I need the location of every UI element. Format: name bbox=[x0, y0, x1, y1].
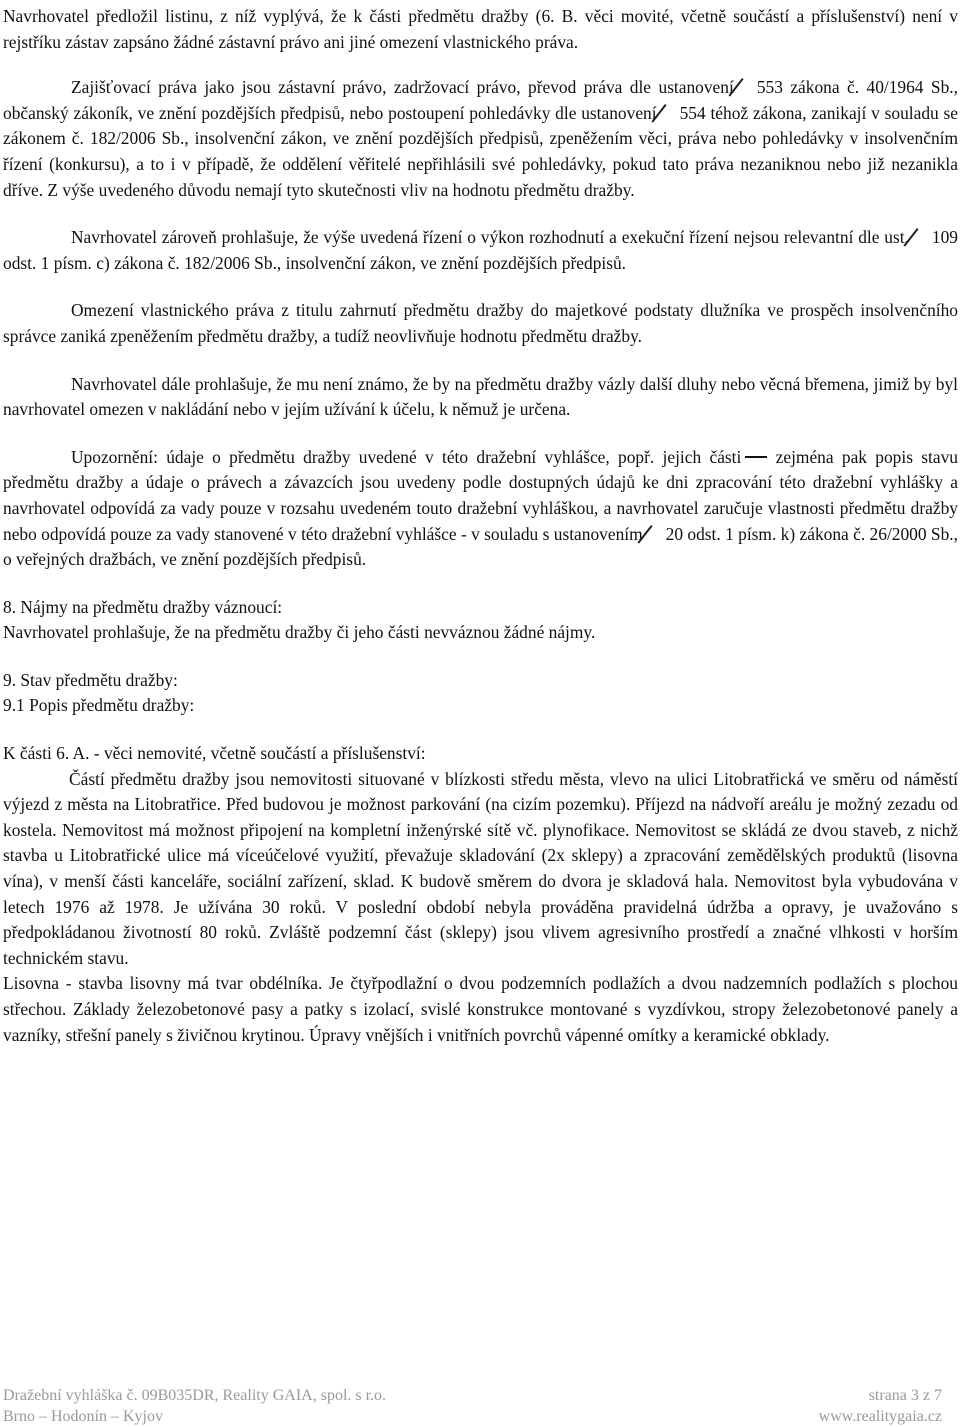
paragraph-text: Zajišťovací práva jako jsou zástavní právo, zadržovací právo, převod práva dle ustanovení bbox=[71, 77, 734, 98]
paragraph-notice bbox=[3, 445, 958, 573]
footer-document-id: Dražební vyhláška č. 09B035DR, Reality GAIA, spol. s r.o. bbox=[3, 1387, 387, 1404]
section-sign-icon bbox=[663, 104, 676, 122]
page-footer bbox=[3, 1385, 942, 1427]
paragraph-text: Upozornění: údaje o předmětu dražby uvedené v této dražební vyhlášce, popř. jejich části bbox=[71, 446, 742, 467]
paragraph-text: 553 zákona č. 40/1964 Sb., občanský zákoník, ve znění pozdějších předpisů, nebo postoupení pohledávky dle ustanovení bbox=[3, 77, 958, 123]
paragraph-property-description: Částí předmětu dražby jsou nemovitosti situované v blízkosti středu města, vlevo na ulici Litobratřická ve směru od náměstí výjezd z města na Litobratřice. Před budovou je možnost parkování (na cizím pozemku). Příjezd na nádvoří areálu je možný zezadu od kostela. Nemovitost má možnost připojení na kompletní inženýrské sítě vč. plynofikace. Nemovitost se skládá ze dvou staveb, z nichž stavba u Litobratřické ulice má víceúčelové využití, převažuje skladování (2x sklepy) a zpracování zemědělských produktů (lisovna vína), v menší části kanceláře, sociální zařízení, sklad. K budově směrem do dvora je skladová hala. Nemovitost byla vybudována v letech 1976 až 1978. Je užívána 30 roků. V poslední období nebyla prováděna pravidelná údržba a opravy, je uvažováno s předpokládanou životností 80 roků. Zvláště podzemní část (sklepy) jsou vlivem agresivního prostředí a značné vlhkosti v horším technickém stavu. bbox=[3, 768, 958, 968]
paragraph-debts: Navrhovatel dále prohlašuje, že mu není známo, že by na předmětu dražby vázly další dluhy nebo věcná břemena, jimiž by byl navrhovatel omezen v nakládání nebo v jejím užívání k účelu, k němuž je určena. bbox=[3, 373, 958, 420]
paragraph-press-building: Lisovna - stavba lisovny má tvar obdélníka. Je čtyřpodlažní o dvou podzemních podlažích a dvou nadzemních podlažích s plochou střechou. Základy železobetonové pasy a patky s izolací, svislé konstrukce montované s vyzdívkou, stropy železobetonové panely a vazníky, střešní panely s živičnou krytinou. Úpravy vnějších i vnitřních povrchů vápenné omítky a keramické obklady. bbox=[3, 973, 958, 1045]
paragraph-leases: Navrhovatel prohlašuje, že na předmětu dražby či jeho části nevváznou žádné nájmy. bbox=[3, 622, 596, 643]
footer-page-number: strana 3 z 7 bbox=[868, 1387, 942, 1404]
dash-glyph bbox=[745, 456, 767, 458]
paragraph-text: zejména pak popis stavu předmětu dražby a údaje o právech a závazcích jsou uvedeny podle dostupných údajů ke dni zpracování této dražební vyhlášky a navrhovatel odpovídá za vady pouze v rozsahu uvedeném touto dražební vyhláškou, a navrhovatel zaručuje vlastnosti předmětu dražby nebo odpovídá pouze za vady stanovené v této dražební vyhlášce - v souladu s ustanovením bbox=[3, 446, 958, 544]
paragraph-ownership-restriction: Omezení vlastnického práva z titulu zahrnutí předmětu dražby do majetkové podstaty dlužníka ve prospěch insolvenčního správce zaniká zpeněžením předmětu dražby, a tudíž neovlivňuje hodnotu předmětu dražby. bbox=[3, 300, 958, 346]
footer-locations: Brno – Hodonín – Kyjov bbox=[3, 1408, 163, 1425]
heading-description: 9.1 Popis předmětu dražby: bbox=[3, 695, 195, 716]
section-sign-icon bbox=[915, 228, 928, 246]
heading-leases: 8. Nájmy na předmětu dražby váznoucí: bbox=[3, 596, 283, 617]
section-sign-icon bbox=[740, 78, 753, 96]
paragraph-text: 554 téhož zákona, zanikají v souladu se zákonem č. 182/2006 Sb., insolvenční zákon, ve znění pozdějších předpisů, zpeněžením věci, práva nebo pohledávky v insolvenčním řízení (konkursu), a to i v případě, že oddělení věřitelé nepřihlásili své pohledávky, pokud tato práva nezaniknou nebo již nezanikla dříve. Z výše uvedeného důvodu nemají tyto skutečnosti vliv na hodnotu předmětu dražby. bbox=[3, 102, 959, 200]
heading-real-estate: K části 6. A. - věci nemovité, včetně součástí a příslušenství: bbox=[3, 743, 426, 764]
paragraph-proceedings bbox=[3, 225, 958, 276]
paragraph-lien-registry: Navrhovatel předložil listinu, z níž vyplývá, že k části předmětu dražby (6. B. věci movité, včetně součástí a příslušenství) není v rejstříku zástav zapsáno žádné zástavní právo ani jiné omezení vlastnického práva. bbox=[3, 6, 958, 52]
section-sign-icon bbox=[649, 525, 662, 543]
paragraph-text: 20 odst. 1 písm. k) zákona č. 26/2000 Sb., o veřejných dražbách, ve znění pozdějších předpisů. bbox=[3, 523, 958, 570]
footer-website: www.realitygaia.cz bbox=[818, 1408, 942, 1425]
heading-condition: 9. Stav předmětu dražby: bbox=[3, 669, 178, 690]
paragraph-text: Navrhovatel zároveň prohlašuje, že výše uvedená řízení o výkon rozhodnutí a exekuční řízení nejsou relevantní dle ust. bbox=[71, 227, 909, 248]
paragraph-text: 109 odst. 1 písm. c) zákona č. 182/2006 Sb., insolvenční zákon, ve znění pozdějších předpisů. bbox=[3, 227, 958, 273]
paragraph-security-rights bbox=[3, 75, 958, 203]
